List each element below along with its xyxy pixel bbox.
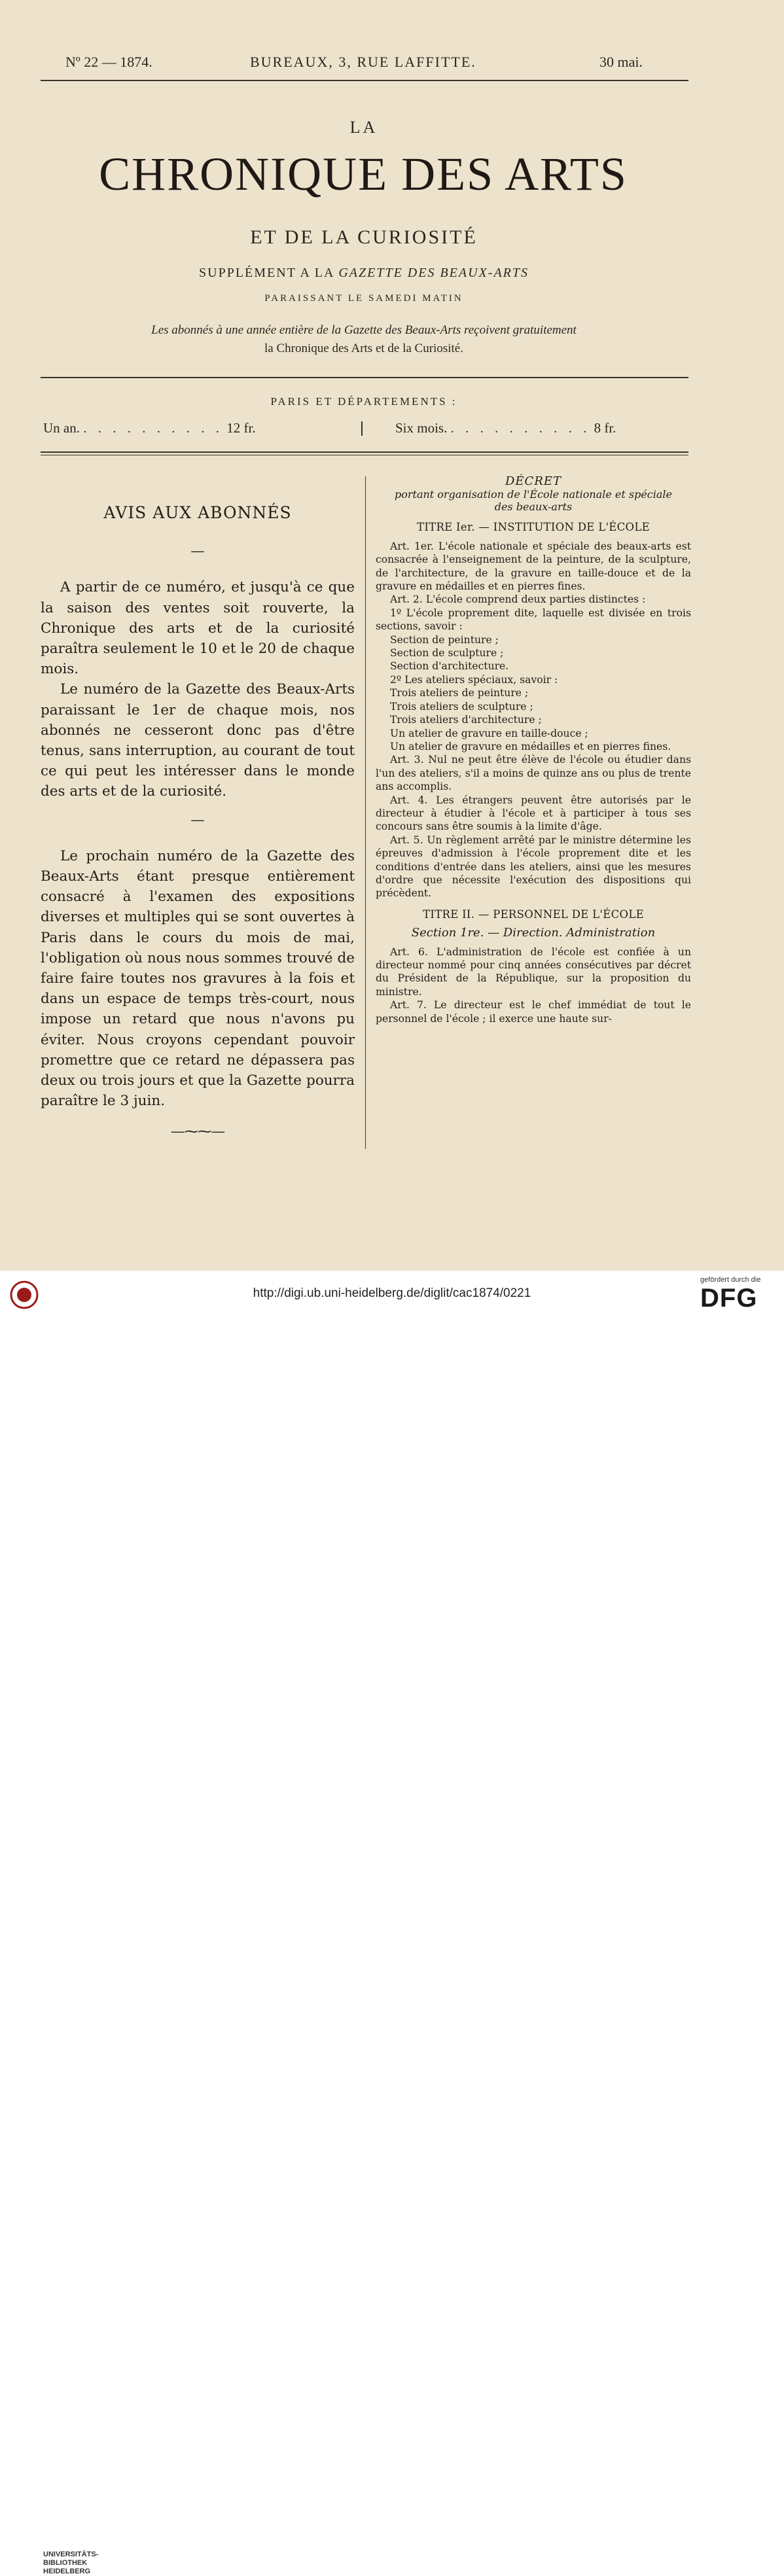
price-half-label: Six mois.	[395, 420, 448, 436]
article-4: Art. 4. Les étrangers peuvent être autorisés par le directeur à étudier à l'école et à participer à tous ses concours sans être soumis à la limite d'âge.	[376, 794, 691, 833]
atelier-medailles: Un atelier de gravure en médailles et en pierres fines.	[390, 740, 671, 752]
section-sculpture: Section de sculpture ;	[390, 647, 504, 660]
titre-2-heading: TITRE II. — PERSONNEL DE L'ÉCOLE	[423, 908, 644, 921]
masthead-subtitle: ET DE LA CURIOSITÉ	[250, 226, 478, 248]
atelier-peinture: Trois ateliers de peinture ;	[390, 687, 529, 699]
section-architecture: Section d'architecture.	[390, 660, 509, 673]
library-line-1: UNIVERSITÄTS-	[43, 2550, 99, 2558]
article-5: Art. 5. Un règlement arrêté par le ministre détermine les épreuves d'admission à l'école proprement dite et les conditions d'entrée dans les ateliers, ainsi que les mesures d'ordre que nécessite l'exécution des dispositions qui précèdent.	[376, 834, 691, 900]
article-2-part-2: 2º Les ateliers spéciaux, savoir :	[390, 673, 558, 686]
subscribers-line-1: Les abonnés à une année entière de la Gazette des Beaux-Arts reçoivent gratuitement	[151, 323, 577, 337]
decree-subtitle-1: portant organisation de l'École nationale et spéciale	[394, 488, 673, 501]
header-rule	[41, 80, 688, 81]
notice-title: AVIS AUX ABONNÉS	[103, 503, 292, 522]
digitization-footer	[0, 1271, 784, 2575]
article-1: Art. 1er. L'école nationale et spéciale des beaux-arts est consacrée à l'enseignement de la peinture, de la sculpture, de l'architecture, de la gravure en taille-douce et de la gravure en médailles et en pierres fines.	[376, 540, 691, 593]
price-year-value: 12 fr.	[226, 420, 256, 436]
masthead-article: LA	[349, 118, 378, 137]
price-half-year	[395, 420, 616, 436]
article-3: Art. 3. Nul ne peut être élève de l'école ou étudier dans l'un des ateliers, s'il a moins de quinze ans ou plus de trente ans accomplis.	[376, 754, 691, 793]
library-line-2: BIBLIOTHEK	[43, 2559, 88, 2567]
pricing-rule	[41, 451, 688, 453]
article-6: Art. 6. L'administration de l'école est confiée à un directeur nommé pour cinq années consécutives par décret du Président de la République, sur la proposition du ministre.	[376, 945, 691, 998]
permalink-url[interactable]: http://digi.ub.uni-heidelberg.de/diglit/cac1874/0221	[253, 1286, 531, 1300]
column-divider	[365, 476, 366, 1149]
notice-ornament: —⁓⁓—	[171, 1123, 224, 1140]
dfg-logo: DFG	[700, 1284, 758, 1313]
section-peinture: Section de peinture ;	[390, 633, 499, 646]
decree-column	[376, 475, 691, 1025]
atelier-sculpture: Trois ateliers de sculpture ;	[390, 700, 533, 713]
issue-number: Nº 22 — 1874.	[65, 54, 152, 70]
section-1-heading: Section 1re. — Direction. Administration	[411, 926, 656, 940]
notice-paragraph-1: A partir de ce numéro, et jusqu'à ce que la saison des ventes soit rouverte, la Chronique des arts et de la curiosité paraîtra seulement le 10 et le 20 de chaque mois.	[41, 579, 355, 678]
atelier-taille-douce: Un atelier de gravure en taille-douce ;	[390, 727, 588, 739]
article-2: Art. 2. L'école comprend deux parties distinctes :	[390, 593, 646, 606]
masthead-rule	[41, 377, 688, 378]
newspaper-page	[0, 0, 784, 1271]
funded-by-text: gefördert durch die	[700, 1276, 761, 1284]
titre-1-heading: TITRE Ier. — INSTITUTION DE L'ÉCOLE	[417, 521, 650, 534]
notice-paragraph-3: Le prochain numéro de la Gazette des Beaux-Arts étant presque entièrement consacré à l'examen des expositions diverses et multiples qui se sont ouvertes à Paris dans le cours du mois de mai, l'obligation où nous nous sommes trouvé de faire faire toutes nos gravures à la fois et dans un espace de temps très-court, nous impose un retard que nous n'avons pu éviter. Nous croyons cependant pouvoir promettre que ce retard ne dépassera pas deux ou trois jours et que la Gazette pourra paraître le 3 juin.	[41, 847, 355, 1110]
price-year-label: Un an.	[43, 420, 80, 436]
supplement-gazette: GAZETTE DES BEAUX-ARTS	[338, 266, 529, 280]
subscribers-line-2: la Chronique des Arts et de la Curiosité.	[264, 342, 463, 355]
decree-subtitle-2: des beaux-arts	[494, 501, 573, 514]
price-year	[43, 420, 256, 436]
atelier-architecture: Trois ateliers d'architecture ;	[390, 714, 542, 726]
price-year-dots: . . . . . . . . . .	[83, 420, 223, 436]
notice-column	[41, 499, 355, 1158]
notice-paragraph-2: Le numéro de la Gazette des Beaux-Arts paraissant le 1er de chaque mois, nos abonnés ne cesseront donc pas d'être tenus, sans interruption, au courant de tout ce qui peut les intéresser dans le monde des arts et de la curiosité.	[41, 681, 355, 800]
price-half-dots: . . . . . . . . . .	[450, 420, 591, 436]
issue-date: 30 mai.	[599, 54, 643, 70]
notice-dash-2: —	[190, 811, 205, 828]
pricing-heading: PARIS ET DÉPARTEMENTS :	[270, 395, 457, 408]
notice-dash: —	[190, 543, 205, 560]
library-name	[43, 2550, 98, 2576]
decree-title: DÉCRET	[505, 474, 562, 488]
library-line-3: HEIDELBERG	[43, 2567, 91, 2575]
office-address: BUREAUX, 3, RUE LAFFITTE.	[250, 54, 476, 70]
price-divider	[361, 421, 363, 436]
masthead-schedule: PARAISSANT LE SAMEDI MATIN	[264, 293, 463, 304]
article-7: Art. 7. Le directeur est le chef immédiat de tout le personnel de l'école ; il exerce une haute sur-	[376, 999, 691, 1025]
supplement-prefix: SUPPLÉMENT A LA	[199, 266, 339, 280]
masthead-title: CHRONIQUE DES ARTS	[99, 148, 628, 200]
masthead-supplement	[0, 266, 728, 281]
price-half-value: 8 fr.	[594, 420, 616, 436]
article-2-part-1: 1º L'école proprement dite, laquelle est divisée en trois sections, savoir :	[376, 607, 691, 633]
